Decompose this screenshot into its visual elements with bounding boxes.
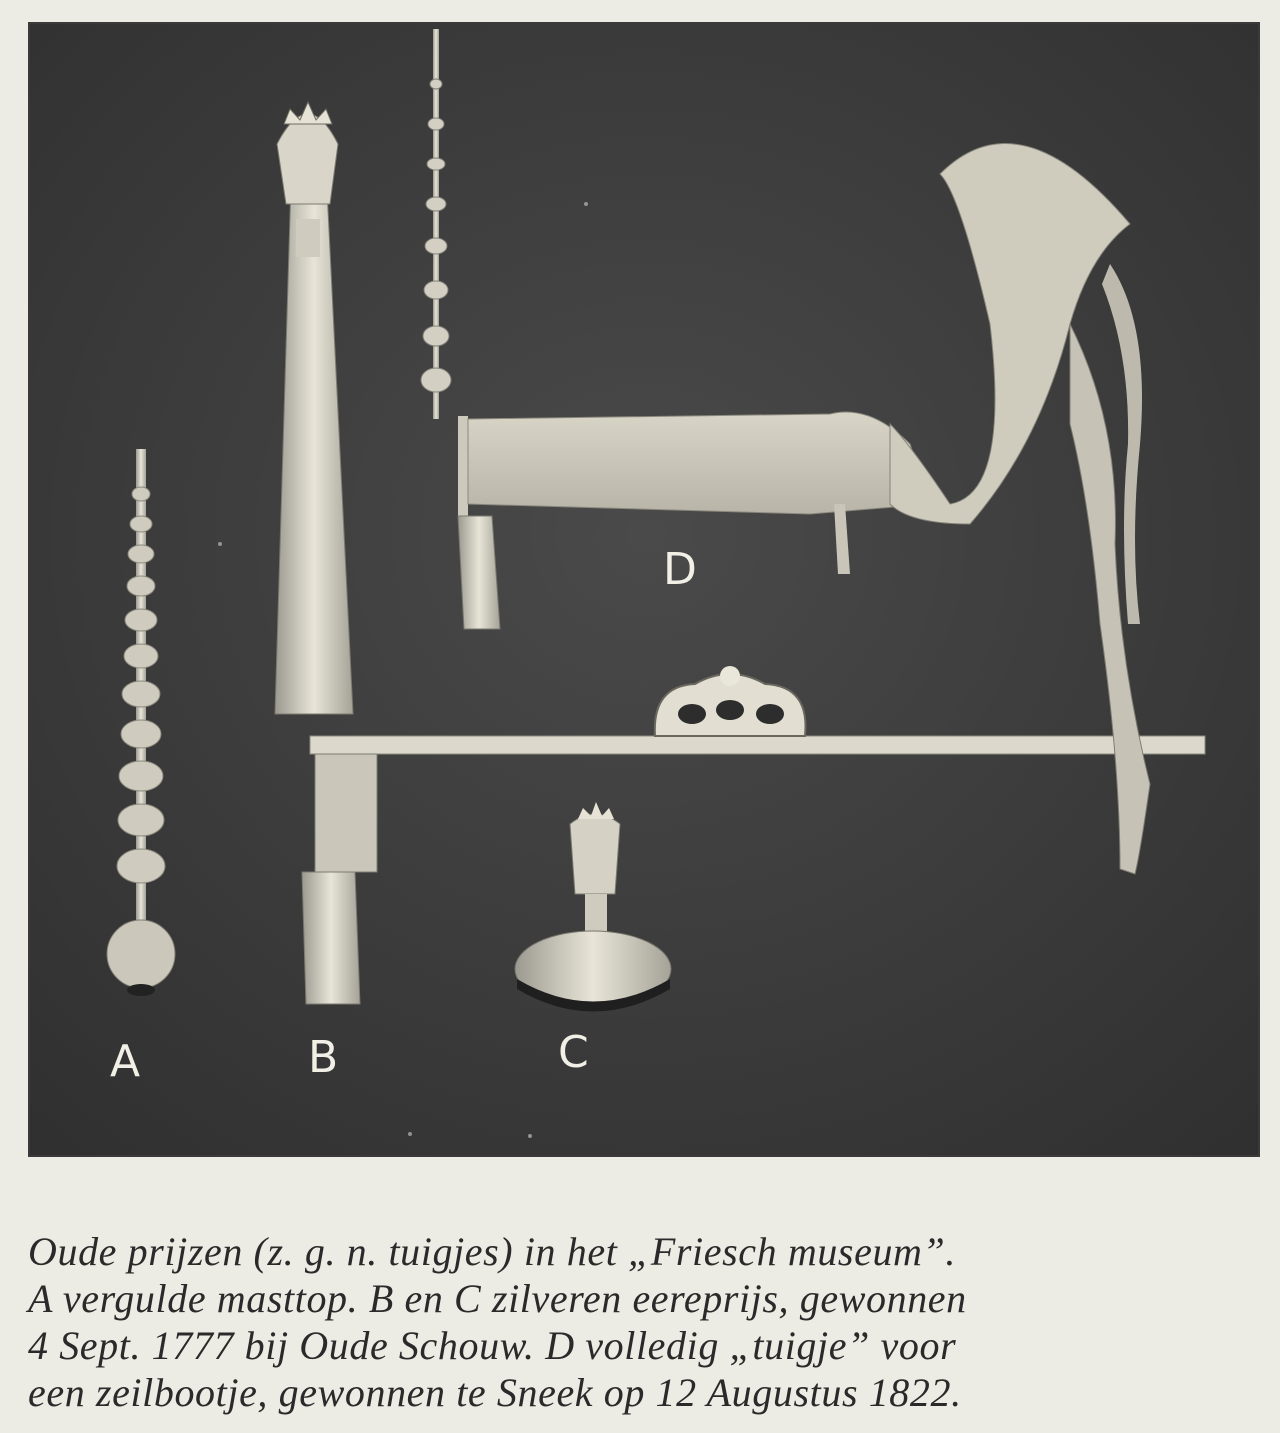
figure-caption <box>28 1228 1268 1416</box>
caption-line-4: een zeilbootje, gewonnen te Sneek op 12 Augustus 1822. <box>28 1370 962 1415</box>
label-a: A <box>110 1036 142 1087</box>
label-b: B <box>308 1032 340 1083</box>
caption-line-3: 4 Sept. 1777 bij Oude Schouw. D volledig „tuigje” voor <box>28 1323 957 1368</box>
label-c: C <box>558 1027 590 1078</box>
caption-line-1: Oude prijzen (z. g. n. tuigjes) in het „Friesch museum”. <box>28 1229 956 1274</box>
museum-photograph <box>28 22 1260 1157</box>
label-d: D <box>663 544 698 595</box>
caption-line-2: A vergulde masttop. B en C zilveren eereprijs, gewonnen <box>28 1276 967 1321</box>
photo-illustration <box>30 24 1260 1157</box>
